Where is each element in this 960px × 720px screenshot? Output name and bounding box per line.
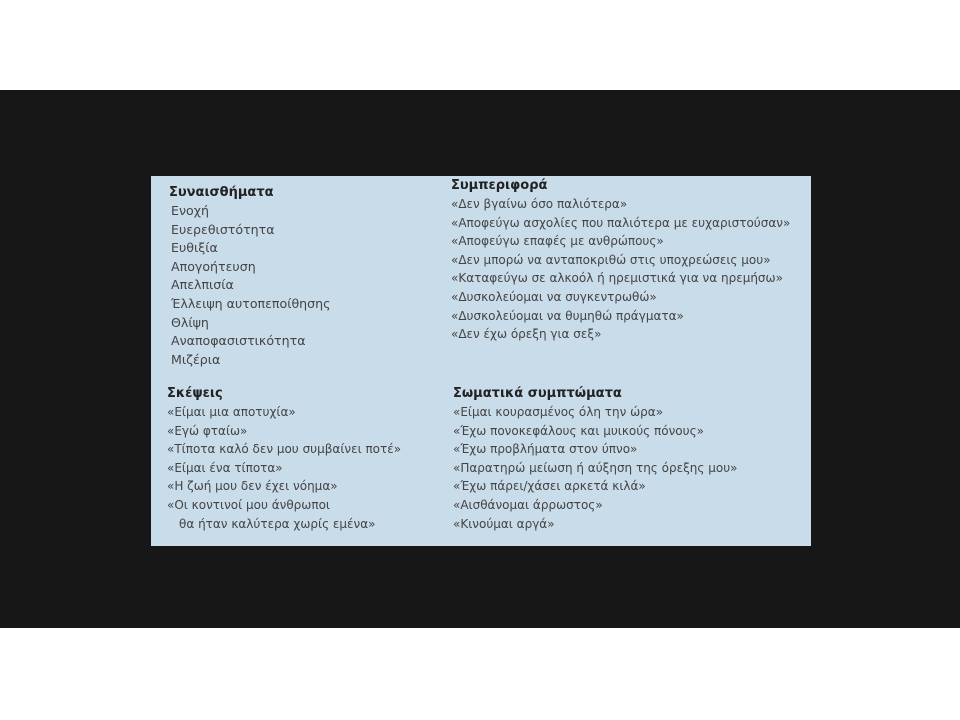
slide-background [0, 90, 960, 628]
depression-symptoms-panel [151, 176, 811, 546]
thoughts-item: «Είμαι ένα τίποτα» [167, 460, 283, 475]
behavior-title: Συμπεριφορά [451, 178, 548, 193]
physical-symptoms-item: «Έχω προβλήματα στον ύπνο» [453, 442, 638, 457]
emotions-item: Έλλειψη αυτοπεποίθησης [171, 295, 331, 311]
thoughts-section [167, 385, 401, 533]
emotions-item: Απογοήτευση [171, 258, 256, 274]
thoughts-item: «Οι κοντινοί μου άνθρωποι [167, 497, 330, 512]
emotions-item: Απελπισία [171, 277, 234, 293]
emotions-section [169, 184, 331, 369]
physical-symptoms-section [453, 385, 738, 533]
emotions-item: Ευερεθιστότητα [171, 221, 275, 237]
emotions-item: Αναποφασιστικότητα [171, 333, 306, 349]
thoughts-title: Σκέψεις [167, 386, 223, 401]
behavior-item: «Δυσκολεύομαι να συγκεντρωθώ» [451, 289, 657, 304]
behavior-item: «Καταφεύγω σε αλκοόλ ή ηρεμιστικά για να ηρεμήσω» [451, 271, 783, 286]
physical-symptoms-item: «Αισθάνομαι άρρωστος» [453, 497, 603, 512]
behavior-item: «Αποφεύγω επαφές με ανθρώπους» [451, 234, 664, 249]
behavior-section [451, 177, 790, 344]
physical-symptoms-item: «Κινούμαι αργά» [453, 516, 555, 531]
emotions-item: Ενοχή [171, 203, 209, 218]
emotions-item: Θλίψη [171, 314, 209, 330]
behavior-item: «Δεν βγαίνω όσο παλιότερα» [451, 197, 628, 211]
emotions-item: Μιζέρια [171, 351, 221, 367]
emotions-item: Ευθιξία [171, 240, 218, 256]
physical-symptoms-item: «Παρατηρώ μείωση ή αύξηση της όρεξης μου» [453, 460, 738, 475]
physical-symptoms-item: «Έχω πονοκεφάλους και μυικούς πόνους» [453, 423, 704, 438]
behavior-item: «Δυσκολεύομαι να θυμηθώ πράγματα» [451, 308, 684, 323]
physical-symptoms-item: «Έχω πάρει/χάσει αρκετά κιλά» [453, 479, 646, 494]
behavior-item: «Δεν έχω όρεξη για σεξ» [451, 327, 602, 342]
thoughts-item: «Εγώ φταίω» [167, 423, 248, 438]
thoughts-item: «Είμαι μια αποτυχία» [167, 405, 296, 419]
behavior-item: «Δεν μπορώ να ανταποκριθώ στις υποχρεώσεις μου» [451, 252, 771, 267]
physical-symptoms-item: «Είμαι κουρασμένος όλη την ώρα» [453, 405, 664, 419]
thoughts-item: «Η ζωή μου δεν έχει νόημα» [167, 479, 338, 494]
physical-symptoms-title: Σωματικά συμπτώματα [453, 386, 622, 401]
thoughts-item: «Τίποτα καλό δεν μου συμβαίνει ποτέ» [167, 442, 402, 457]
thoughts-item: θα ήταν καλύτερα χωρίς εμένα» [179, 516, 376, 531]
emotions-title: Συναισθήματα [169, 185, 274, 200]
behavior-item: «Αποφεύγω ασχολίες που παλιότερα με ευχαριστούσαν» [451, 215, 791, 230]
